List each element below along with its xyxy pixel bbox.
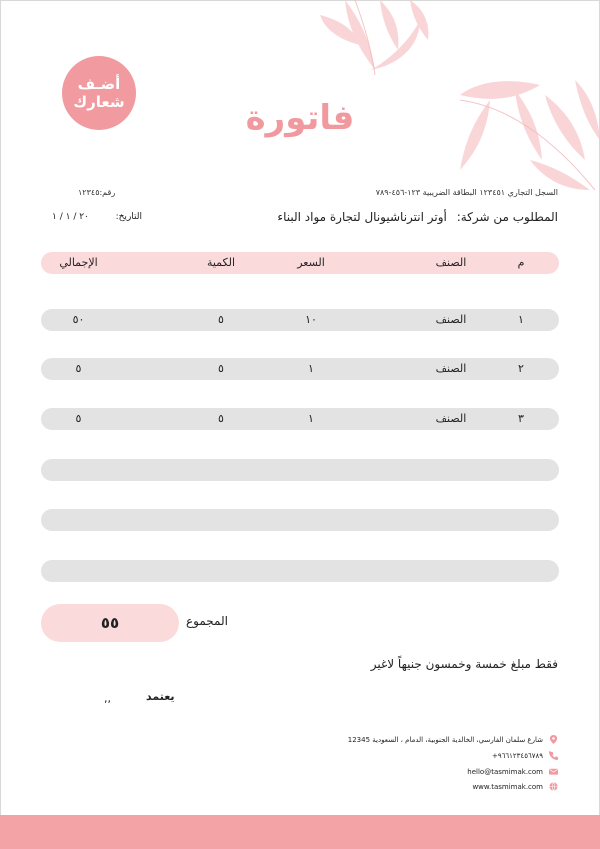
approve-signature: ,, xyxy=(104,692,111,705)
row-qty: ٥ xyxy=(218,313,224,326)
company-line xyxy=(277,210,558,224)
address-text: 12345 شارع سلمان الفارسي، الخالدية الجنوبية، الدمام ، السعودية xyxy=(347,735,543,744)
location-icon xyxy=(549,735,558,744)
row-no: ٣ xyxy=(518,412,524,425)
row-item: الصنف xyxy=(435,362,467,375)
amount-in-words: فقط مبلغ خمسة وخمسون جنيهاً لاغير xyxy=(370,657,558,671)
email-text[interactable]: hello@tasmimak.com xyxy=(467,767,543,776)
header-price: السعر xyxy=(297,256,325,269)
row-qty: ٥ xyxy=(218,362,224,375)
table-row xyxy=(41,309,559,331)
sum-label: المجموع xyxy=(186,614,228,628)
logo-line-2: شعارك xyxy=(73,93,125,111)
empty-table-row xyxy=(41,509,559,531)
row-item: الصنف xyxy=(435,313,467,326)
row-no: ٢ xyxy=(518,362,524,375)
header-qty: الكمية xyxy=(206,256,236,269)
header-no: م xyxy=(517,256,525,269)
header-total: الإجمالي xyxy=(59,256,98,269)
table-header xyxy=(41,252,559,274)
row-price: ١ xyxy=(308,412,314,425)
empty-table-row xyxy=(41,459,559,481)
empty-table-row xyxy=(41,560,559,582)
row-price: ١ xyxy=(308,362,314,375)
row-total: ٥ xyxy=(75,362,82,375)
email-icon xyxy=(549,767,558,776)
row-no: ١ xyxy=(518,313,524,326)
date-label: التاريخ: xyxy=(115,212,142,222)
invoice-number: رقم:١٢٣٤٥ xyxy=(78,188,116,197)
contact-email xyxy=(467,767,558,776)
globe-icon xyxy=(549,782,558,791)
company-name: أوتر انترناشيونال لتجارة مواد البناء xyxy=(277,210,447,224)
logo-line-1: أضـف xyxy=(77,75,121,93)
contact-website xyxy=(472,782,558,791)
row-total: ٥ xyxy=(75,412,82,425)
website-text[interactable]: www.tasmimak.com xyxy=(472,782,543,791)
contact-phone xyxy=(492,751,558,760)
row-item: الصنف xyxy=(435,412,467,425)
contact-address xyxy=(348,735,558,744)
sum-value: ٥٥ xyxy=(41,604,179,642)
table-row xyxy=(41,358,559,380)
approve-label: يعتمد xyxy=(146,690,175,703)
phone-icon xyxy=(549,751,558,760)
row-qty: ٥ xyxy=(218,412,224,425)
date-value: ٢٠ / ١ / ١ xyxy=(52,212,89,222)
invoice-title: فاتورة xyxy=(245,98,355,138)
company-label: المطلوب من شركة: xyxy=(456,210,558,224)
phone-text: +٩٦٦١٢٣٤٥٦٧٨٩ xyxy=(492,751,543,760)
row-price: ١٠ xyxy=(305,313,317,326)
registry-info: السجل التجاري ١٢٣٤٥١ البطاقة الضريبية ١٢٣-٤٥٦-٧٨٩ xyxy=(375,188,558,197)
header-item: الصنف xyxy=(435,256,467,269)
table-row xyxy=(41,408,559,430)
row-total: ٥٠ xyxy=(72,313,85,326)
footer-bar xyxy=(0,815,600,849)
